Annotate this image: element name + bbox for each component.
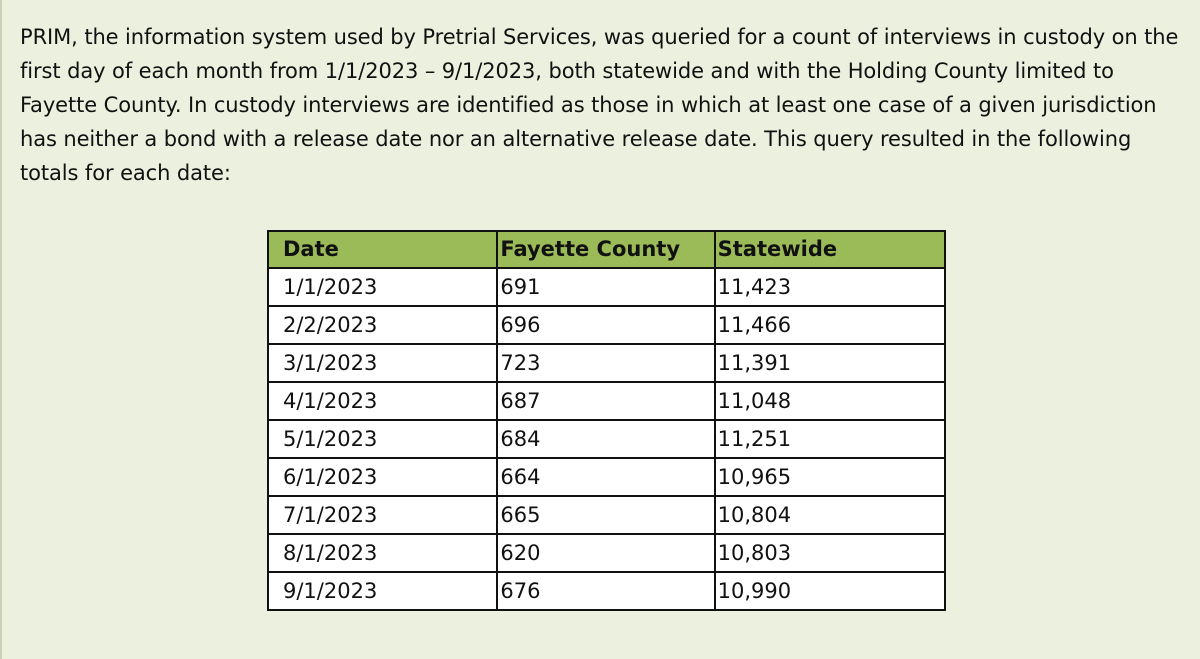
cell-fayette-county: 723 [497, 344, 714, 382]
cell-date: 4/1/2023 [268, 382, 497, 420]
cell-date: 2/2/2023 [268, 306, 497, 344]
table-row [268, 496, 945, 534]
table-row [268, 306, 945, 344]
cell-statewide: 11,391 [715, 344, 945, 382]
cell-fayette-county: 696 [497, 306, 714, 344]
cell-date: 3/1/2023 [268, 344, 497, 382]
cell-fayette-county: 664 [497, 458, 714, 496]
cell-statewide: 11,423 [715, 268, 945, 306]
cell-statewide: 10,965 [715, 458, 945, 496]
cell-fayette-county: 691 [497, 268, 714, 306]
cell-date: 6/1/2023 [268, 458, 497, 496]
custody-interviews-table [267, 230, 946, 611]
cell-fayette-county: 665 [497, 496, 714, 534]
cell-statewide: 10,990 [715, 572, 945, 610]
cell-date: 1/1/2023 [268, 268, 497, 306]
cell-statewide: 11,251 [715, 420, 945, 458]
table-row [268, 534, 945, 572]
cell-statewide: 11,466 [715, 306, 945, 344]
cell-date: 9/1/2023 [268, 572, 497, 610]
cell-statewide: 11,048 [715, 382, 945, 420]
table-row [268, 382, 945, 420]
table-row [268, 344, 945, 382]
cell-fayette-county: 676 [497, 572, 714, 610]
header-statewide: Statewide [715, 231, 945, 268]
cell-statewide: 10,803 [715, 534, 945, 572]
table-row [268, 268, 945, 306]
intro-paragraph: PRIM, the information system used by Pretrial Services, was queried for a count of interviews in custody on the first day of each month from 1/1/2023 – 9/1/2023, both statewide and with the Holding County limited to Fayette County. In custody interviews are identified as those in which at least one case of a given jurisdiction has neither a bond with a release date nor an alternative release date. This query resulted in the following totals for each date: [20, 25, 1179, 185]
table-row [268, 458, 945, 496]
table-row [268, 572, 945, 610]
cell-date: 7/1/2023 [268, 496, 497, 534]
table-header-row [268, 231, 945, 268]
cell-statewide: 10,804 [715, 496, 945, 534]
cell-fayette-county: 684 [497, 420, 714, 458]
cell-fayette-county: 620 [497, 534, 714, 572]
cell-date: 5/1/2023 [268, 420, 497, 458]
header-date: Date [268, 231, 497, 268]
table-row [268, 420, 945, 458]
header-fayette-county: Fayette County [497, 231, 714, 268]
cell-fayette-county: 687 [497, 382, 714, 420]
cell-date: 8/1/2023 [268, 534, 497, 572]
